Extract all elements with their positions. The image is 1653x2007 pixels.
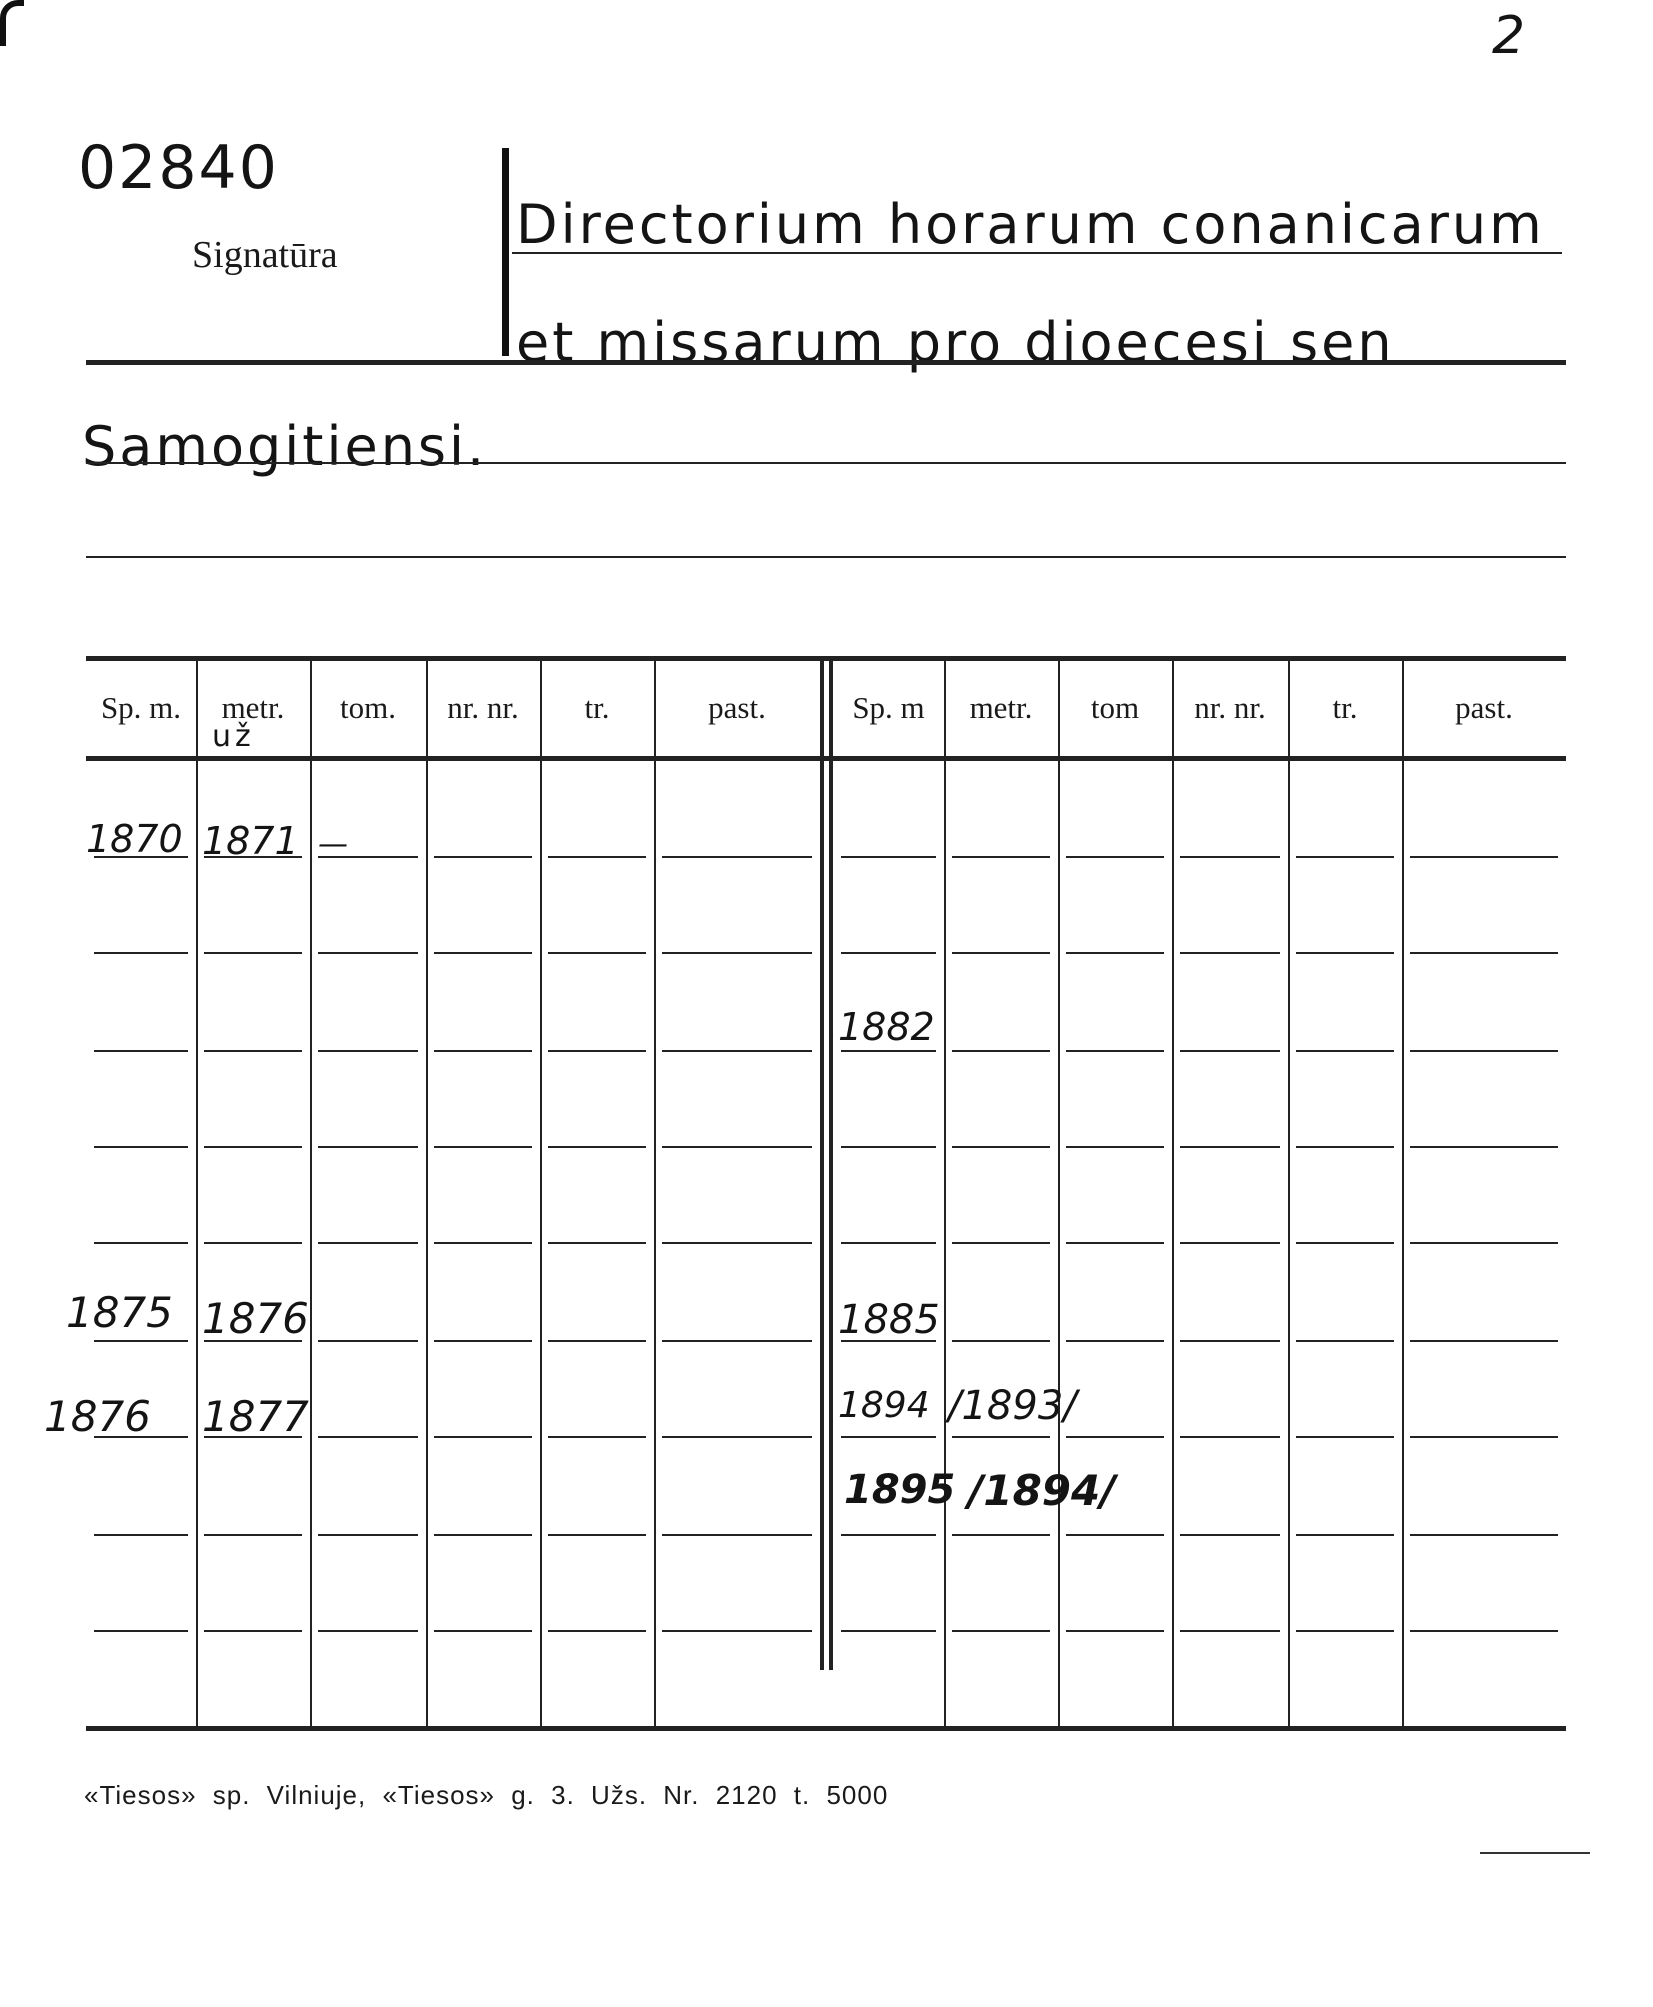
table-header-rule (86, 756, 1566, 761)
right-sp-m-1894: 1894 (838, 1385, 930, 1426)
header-sp-m-left: Sp. m. (100, 690, 182, 725)
row-rule-segment (1066, 1630, 1164, 1632)
row-rule-segment (1296, 1340, 1394, 1342)
right-metr-1893: /1893/ (948, 1383, 1077, 1429)
header-metr-left: metr. (221, 690, 285, 725)
row-rule-segment (204, 952, 302, 954)
row-rule-segment (841, 1050, 936, 1052)
row-rule-segment (841, 1436, 936, 1438)
row-rule-segment (1410, 1630, 1558, 1632)
row-rule-segment (1066, 1242, 1164, 1244)
row-rule-segment (94, 1050, 188, 1052)
row-rule-segment (434, 1050, 532, 1052)
header-tom-right: tom (1090, 690, 1140, 725)
row-rule-segment (434, 1242, 532, 1244)
signature-label: Signatūra (192, 234, 338, 276)
row-rule-segment (1066, 856, 1164, 858)
row-rule-segment (1410, 952, 1558, 954)
row-rule-segment (318, 1534, 418, 1536)
row-rule-segment (1410, 1146, 1558, 1148)
row-rule-segment (1066, 952, 1164, 954)
row-rule-segment (94, 952, 188, 954)
row-rule-segment (318, 1242, 418, 1244)
row-rule-segment (1296, 1630, 1394, 1632)
col-divider (196, 660, 198, 1726)
left-tom-dash: — (318, 827, 348, 862)
row-rule-segment (1296, 952, 1394, 954)
row-rule-segment (1180, 1534, 1280, 1536)
row-rule-segment (548, 1242, 646, 1244)
left-metr-1877: 1877 (202, 1392, 309, 1441)
row-rule-segment (94, 1340, 188, 1342)
row-rule-segment (1410, 1534, 1558, 1536)
row-rule-segment (1180, 1630, 1280, 1632)
row-rule-segment (841, 856, 936, 858)
header-past-left: past. (708, 690, 766, 725)
row-rule-segment (548, 1146, 646, 1148)
row-rule-segment (1410, 856, 1558, 858)
row-rule-segment (1066, 1340, 1164, 1342)
header-nrnr-right: nr. nr. (1194, 690, 1266, 725)
row-rule-segment (548, 1340, 646, 1342)
table-bottom-rule (86, 1726, 1566, 1731)
header-metr-right: metr. (969, 690, 1033, 725)
row-rule-segment (434, 1534, 532, 1536)
row-rule-segment (952, 1050, 1050, 1052)
row-rule-segment (434, 1340, 532, 1342)
title-underline-1 (512, 252, 1562, 254)
row-rule-segment (548, 1050, 646, 1052)
header-tr-left: tr. (584, 690, 610, 725)
row-rule-segment (1066, 1436, 1164, 1438)
row-rule-segment (841, 952, 936, 954)
col-divider (540, 660, 542, 1726)
signature-number: 02840 (78, 133, 279, 203)
row-rule-segment (1410, 1340, 1558, 1342)
header-rule (86, 360, 1566, 365)
row-rule-segment (952, 1340, 1050, 1342)
row-rule-segment (662, 1340, 812, 1342)
row-rule-segment (1180, 1146, 1280, 1148)
row-rule-segment (1296, 1146, 1394, 1148)
col-divider (1288, 660, 1290, 1726)
card-corner-mark (0, 0, 24, 46)
row-rule-segment (318, 1050, 418, 1052)
row-rule-segment (952, 1630, 1050, 1632)
header-tom-left: tom. (340, 690, 396, 725)
row-rule-segment (204, 1242, 302, 1244)
right-sp-m-1895: 1895 (844, 1467, 956, 1513)
row-rule-segment (1066, 1146, 1164, 1148)
row-rule-segment (1296, 1050, 1394, 1052)
row-rule-segment (204, 1146, 302, 1148)
title-line-3: Samogitiensi. (82, 415, 488, 478)
right-sp-m-1885: 1885 (838, 1297, 940, 1343)
metr-subnote: už (212, 719, 255, 754)
row-rule-segment (434, 1630, 532, 1632)
row-rule-segment (662, 952, 812, 954)
row-rule-segment (434, 952, 532, 954)
title-line-1: Directorium horarum conanicarum (516, 193, 1545, 256)
row-rule-segment (662, 1436, 812, 1438)
row-rule-segment (94, 1242, 188, 1244)
row-rule-segment (1066, 1534, 1164, 1536)
left-sp-m-1875: 1875 (66, 1288, 173, 1337)
col-divider (944, 660, 946, 1726)
header-tr-right: tr. (1332, 690, 1358, 725)
row-rule-segment (94, 1146, 188, 1148)
row-rule-segment (841, 1146, 936, 1148)
header-nrnr-left: nr. nr. (447, 690, 519, 725)
left-sp-m-1876: 1876 (44, 1392, 151, 1441)
row-rule-segment (952, 1534, 1050, 1536)
blank-rule (86, 556, 1566, 558)
row-rule-segment (548, 1630, 646, 1632)
row-rule-segment (318, 1146, 418, 1148)
left-metr-1871: 1871 (202, 819, 299, 863)
row-rule-segment (662, 856, 812, 858)
row-rule-segment (1296, 856, 1394, 858)
row-rule-segment (952, 1436, 1050, 1438)
row-rule-segment (1066, 1050, 1164, 1052)
row-rule-segment (318, 1436, 418, 1438)
row-rule-segment (952, 1242, 1050, 1244)
row-rule-segment (548, 952, 646, 954)
row-rule-segment (841, 1534, 936, 1536)
row-rule-segment (204, 1050, 302, 1052)
row-rule-segment (318, 952, 418, 954)
row-rule-segment (1410, 1050, 1558, 1052)
row-rule-segment (204, 1534, 302, 1536)
page-number: 2 (1492, 6, 1526, 66)
printer-imprint: «Tiesos» sp. Vilniuje, «Tiesos» g. 3. Užs. Nr. 2120 t. 5000 (84, 1780, 889, 1810)
header-sp-m-right: Sp. m (852, 690, 925, 725)
row-rule-segment (662, 1242, 812, 1244)
row-rule-segment (1180, 1242, 1280, 1244)
row-rule-segment (1410, 1242, 1558, 1244)
header-past-right: past. (1455, 690, 1513, 725)
row-rule-segment (434, 856, 532, 858)
row-rule-segment (952, 1146, 1050, 1148)
row-rule-segment (1296, 1534, 1394, 1536)
row-rule-segment (1296, 1436, 1394, 1438)
col-divider (1172, 660, 1174, 1726)
row-rule-segment (662, 1050, 812, 1052)
row-rule-segment (434, 1146, 532, 1148)
row-rule-segment (1180, 1340, 1280, 1342)
row-rule-segment (318, 1340, 418, 1342)
card-edge-mark (1480, 1852, 1590, 1854)
row-rule-segment (94, 1534, 188, 1536)
col-divider (1402, 660, 1404, 1726)
row-rule-segment (1180, 952, 1280, 954)
left-sp-m-1870: 1870 (86, 817, 183, 861)
row-rule-segment (1180, 1050, 1280, 1052)
row-rule-segment (1296, 1242, 1394, 1244)
row-rule-segment (434, 1436, 532, 1438)
center-divider (820, 660, 824, 1670)
title-underline-3 (86, 462, 1566, 464)
row-rule-segment (1180, 1436, 1280, 1438)
title-line-2: et missarum pro dioecesi sen (516, 311, 1395, 374)
title-divider (502, 148, 509, 356)
row-rule-segment (1410, 1436, 1558, 1438)
row-rule-segment (952, 952, 1050, 954)
row-rule-segment (662, 1146, 812, 1148)
row-rule-segment (548, 1534, 646, 1536)
row-rule-segment (548, 856, 646, 858)
row-rule-segment (204, 1630, 302, 1632)
row-rule-segment (841, 1242, 936, 1244)
center-divider (829, 660, 833, 1670)
col-divider (1058, 660, 1060, 1726)
row-rule-segment (1180, 856, 1280, 858)
left-metr-1876: 1876 (202, 1294, 309, 1343)
row-rule-segment (841, 1630, 936, 1632)
row-rule-segment (952, 856, 1050, 858)
row-rule-segment (318, 1630, 418, 1632)
row-rule-segment (548, 1436, 646, 1438)
col-divider (426, 660, 428, 1726)
row-rule-segment (94, 1630, 188, 1632)
col-divider (654, 660, 656, 1726)
col-divider (310, 660, 312, 1726)
table-top-rule (86, 656, 1566, 661)
row-rule-segment (662, 1630, 812, 1632)
row-rule-segment (662, 1534, 812, 1536)
right-sp-m-1882: 1882 (838, 1005, 935, 1049)
right-metr-1894: /1894/ (968, 1466, 1116, 1515)
